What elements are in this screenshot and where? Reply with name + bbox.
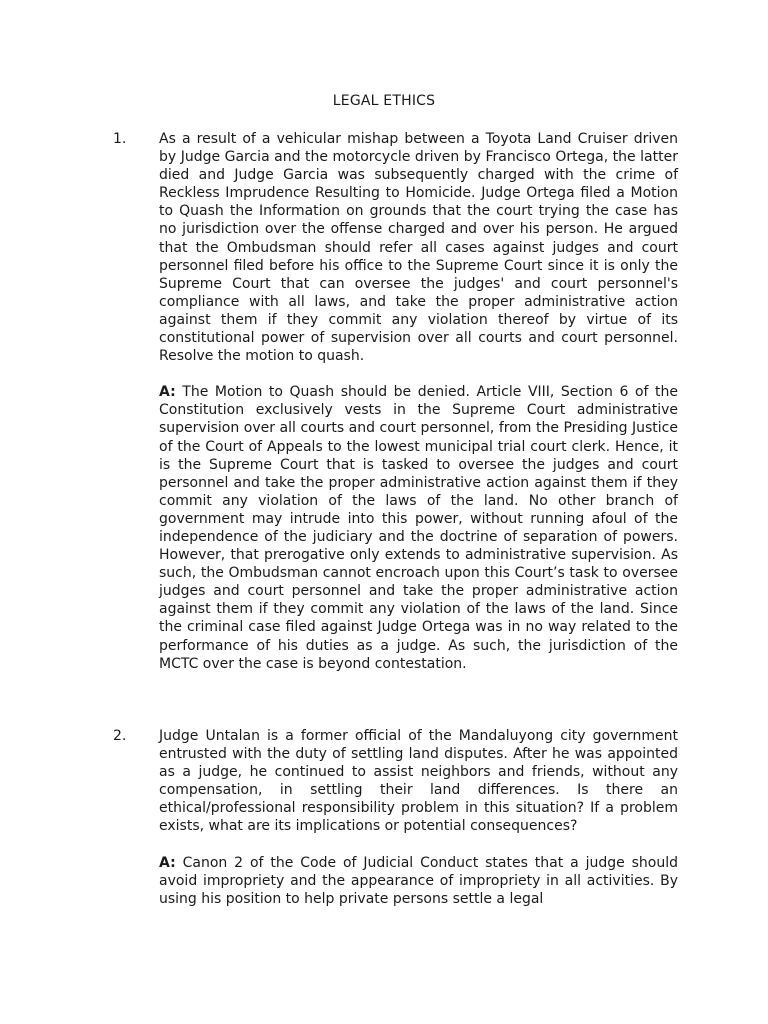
question-text: Judge Untalan is a former official of the Mandaluyong city government entrusted with the duty of settling land disputes. After he was appointed as a judge, he continued to assist neighbors and friends, without any compensation, in settling their land differences. Is there an ethical/professional responsibility problem in this situation? If a problem exists, what are its implications or potential consequences? (159, 728, 678, 835)
answer-label: A: (159, 854, 176, 871)
question-text: As a result of a vehicular mishap between a Toyota Land Cruiser driven by Judge Garcia and the motorcycle driven by Francisco Ortega, the latter died and Judge Garcia was subsequently charged with the crime of Reckless Imprudence Resulting to Homicide. Judge Ortega filed a Motion to Quash the Information on grounds that the court trying the case has no jurisdiction over the offense charged and over his person. He argued that the Ombudsman should refer all cases against judges and court personnel filed before his office to the Supreme Court since it is only the Supreme Court that can oversee the judges' and court personnel's compliance with all laws, and take the proper administrative action against them if they commit any violation thereof by virtue of its constitutional power of supervision over all courts and court personnel. Resolve the motion to quash. (159, 131, 678, 365)
answer-label: A: (159, 384, 176, 401)
answer-text: Canon 2 of the Code of Judicial Conduct states that a judge should avoid impropriety and the appearance of impropriety in all activities. By using his position to help private persons settle a legal (159, 854, 679, 907)
item-body (159, 130, 678, 673)
answer-paragraph (159, 854, 678, 908)
item-number: 2. (113, 728, 127, 744)
page-title: LEGAL ETHICS (332, 93, 436, 109)
item-number: 1. (113, 131, 127, 147)
item-body (159, 727, 678, 908)
answer-paragraph (159, 383, 678, 673)
answer-text: The Motion to Quash should be denied. Article VIII, Section 6 of the Constitution exclusively vests in the Supreme Court administrative supervision over all courts and court personnel, from the Presiding Justice of the Court of Appeals to the lowest municipal trial court clerk. Hence, it is the Supreme Court that is tasked to oversee the judges and court personnel and take the proper administrative action against them if they commit any violation of the laws of the land. No other branch of government may intrude into this power, without running afoul of the independence of the judiciary and the doctrine of separation of powers. However, that prerogative only extends to administrative supervision. As such, the Ombudsman cannot encroach upon this Court’s task to oversee judges and court personnel and take the proper administrative action against them if they commit any violation of the laws of the land. Since the criminal case filed against Judge Ortega was in no way related to the performance of his duties as a judge. As such, the jurisdiction of the MCTC over the case is beyond contestation. (159, 384, 678, 672)
